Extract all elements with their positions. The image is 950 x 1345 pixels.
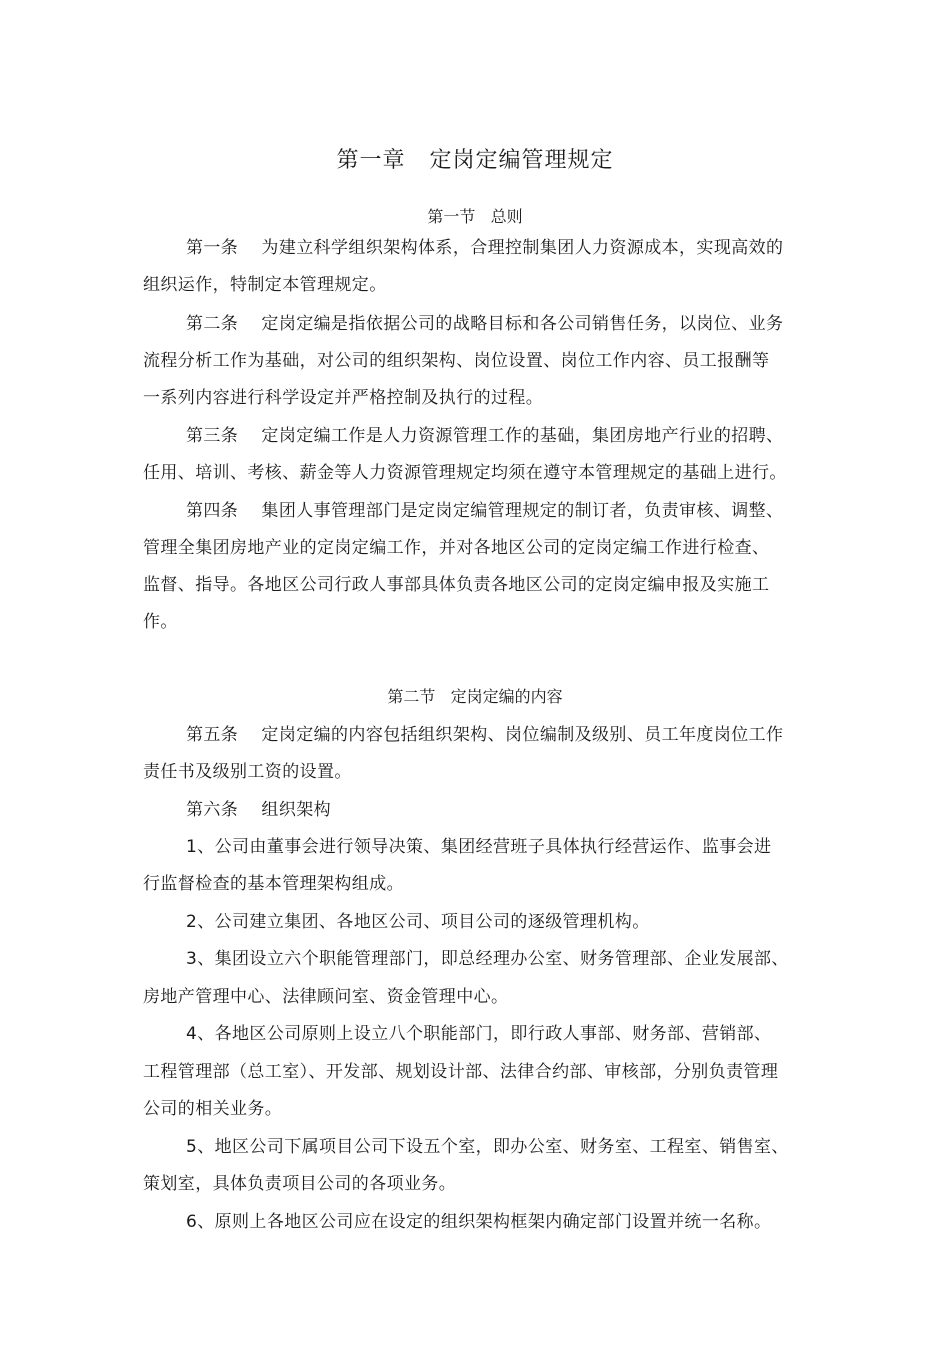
item-1-line-1: 1、公司由董事会进行领导决策、集团经营班子具体执行经营运作、监事会进 — [186, 837, 772, 857]
article-1-line-2: 组织运作，特制定本管理规定。 — [143, 275, 387, 295]
article-5-line-1: 第五条 定岗定编的内容包括组织架构、岗位编制及级别、员工年度岗位工作 — [186, 725, 784, 745]
item-2-line-1: 2、公司建立集团、各地区公司、项目公司的逐级管理机构。 — [186, 912, 650, 932]
article-2-line-1: 第二条 定岗定编是指依据公司的战略目标和各公司销售任务，以岗位、业务 — [186, 314, 784, 334]
item-5-line-1: 5、地区公司下属项目公司下设五个室，即办公室、财务室、工程室、销售室、 — [186, 1137, 789, 1157]
section-title-general: 第一节 总则 — [427, 207, 523, 226]
article-4-line-1: 第四条 集团人事管理部门是定岗定编管理规定的制订者，负责审核、调整、 — [186, 501, 784, 521]
article-6-heading: 第六条 组织架构 — [186, 800, 332, 820]
item-1-line-2: 行监督检查的基本管理架构组成。 — [143, 874, 404, 894]
section-title-content: 第二节 定岗定编的内容 — [387, 687, 563, 706]
article-3-line-2: 任用、培训、考核、薪金等人力资源管理规定均须在遵守本管理规定的基础上进行。 — [143, 463, 787, 483]
article-4-line-4: 作。 — [143, 612, 178, 632]
article-4-line-3: 监督、指导。各地区公司行政人事部具体负责各地区公司的定岗定编申报及实施工 — [143, 575, 770, 595]
article-3-line-1: 第三条 定岗定编工作是人力资源管理工作的基础，集团房地产行业的招聘、 — [186, 426, 784, 446]
item-3-line-1: 3、集团设立六个职能管理部门，即总经理办公室、财务管理部、企业发展部、 — [186, 949, 789, 969]
article-5-line-2: 责任书及级别工资的设置。 — [143, 762, 352, 782]
item-4-line-2: 工程管理部（总工室）、开发部、规划设计部、法律合约部、审核部，分别负责管理 — [143, 1062, 779, 1082]
item-4-line-1: 4、各地区公司原则上设立八个职能部门，即行政人事部、财务部、营销部、 — [186, 1024, 772, 1044]
item-5-line-2: 策划室，具体负责项目公司的各项业务。 — [143, 1174, 457, 1194]
chapter-title: 第一章 定岗定编管理规定 — [336, 148, 614, 173]
item-4-line-3: 公司的相关业务。 — [143, 1099, 283, 1119]
article-4-line-2: 管理全集团房地产业的定岗定编工作，并对各地区公司的定岗定编工作进行检查、 — [143, 538, 770, 558]
item-3-line-2: 房地产管理中心、法律顾问室、资金管理中心。 — [143, 987, 509, 1007]
article-2-line-3: 一系列内容进行科学设定并严格控制及执行的过程。 — [143, 388, 544, 408]
article-1-line-1: 第一条 为建立科学组织架构体系，合理控制集团人力资源成本，实现高效的 — [186, 238, 784, 258]
article-2-line-2: 流程分析工作为基础，对公司的组织架构、岗位设置、岗位工作内容、员工报酬等 — [143, 351, 770, 371]
item-6-line-1: 6、原则上各地区公司应在设定的组织架构框架内确定部门设置并统一名称。 — [186, 1212, 772, 1232]
